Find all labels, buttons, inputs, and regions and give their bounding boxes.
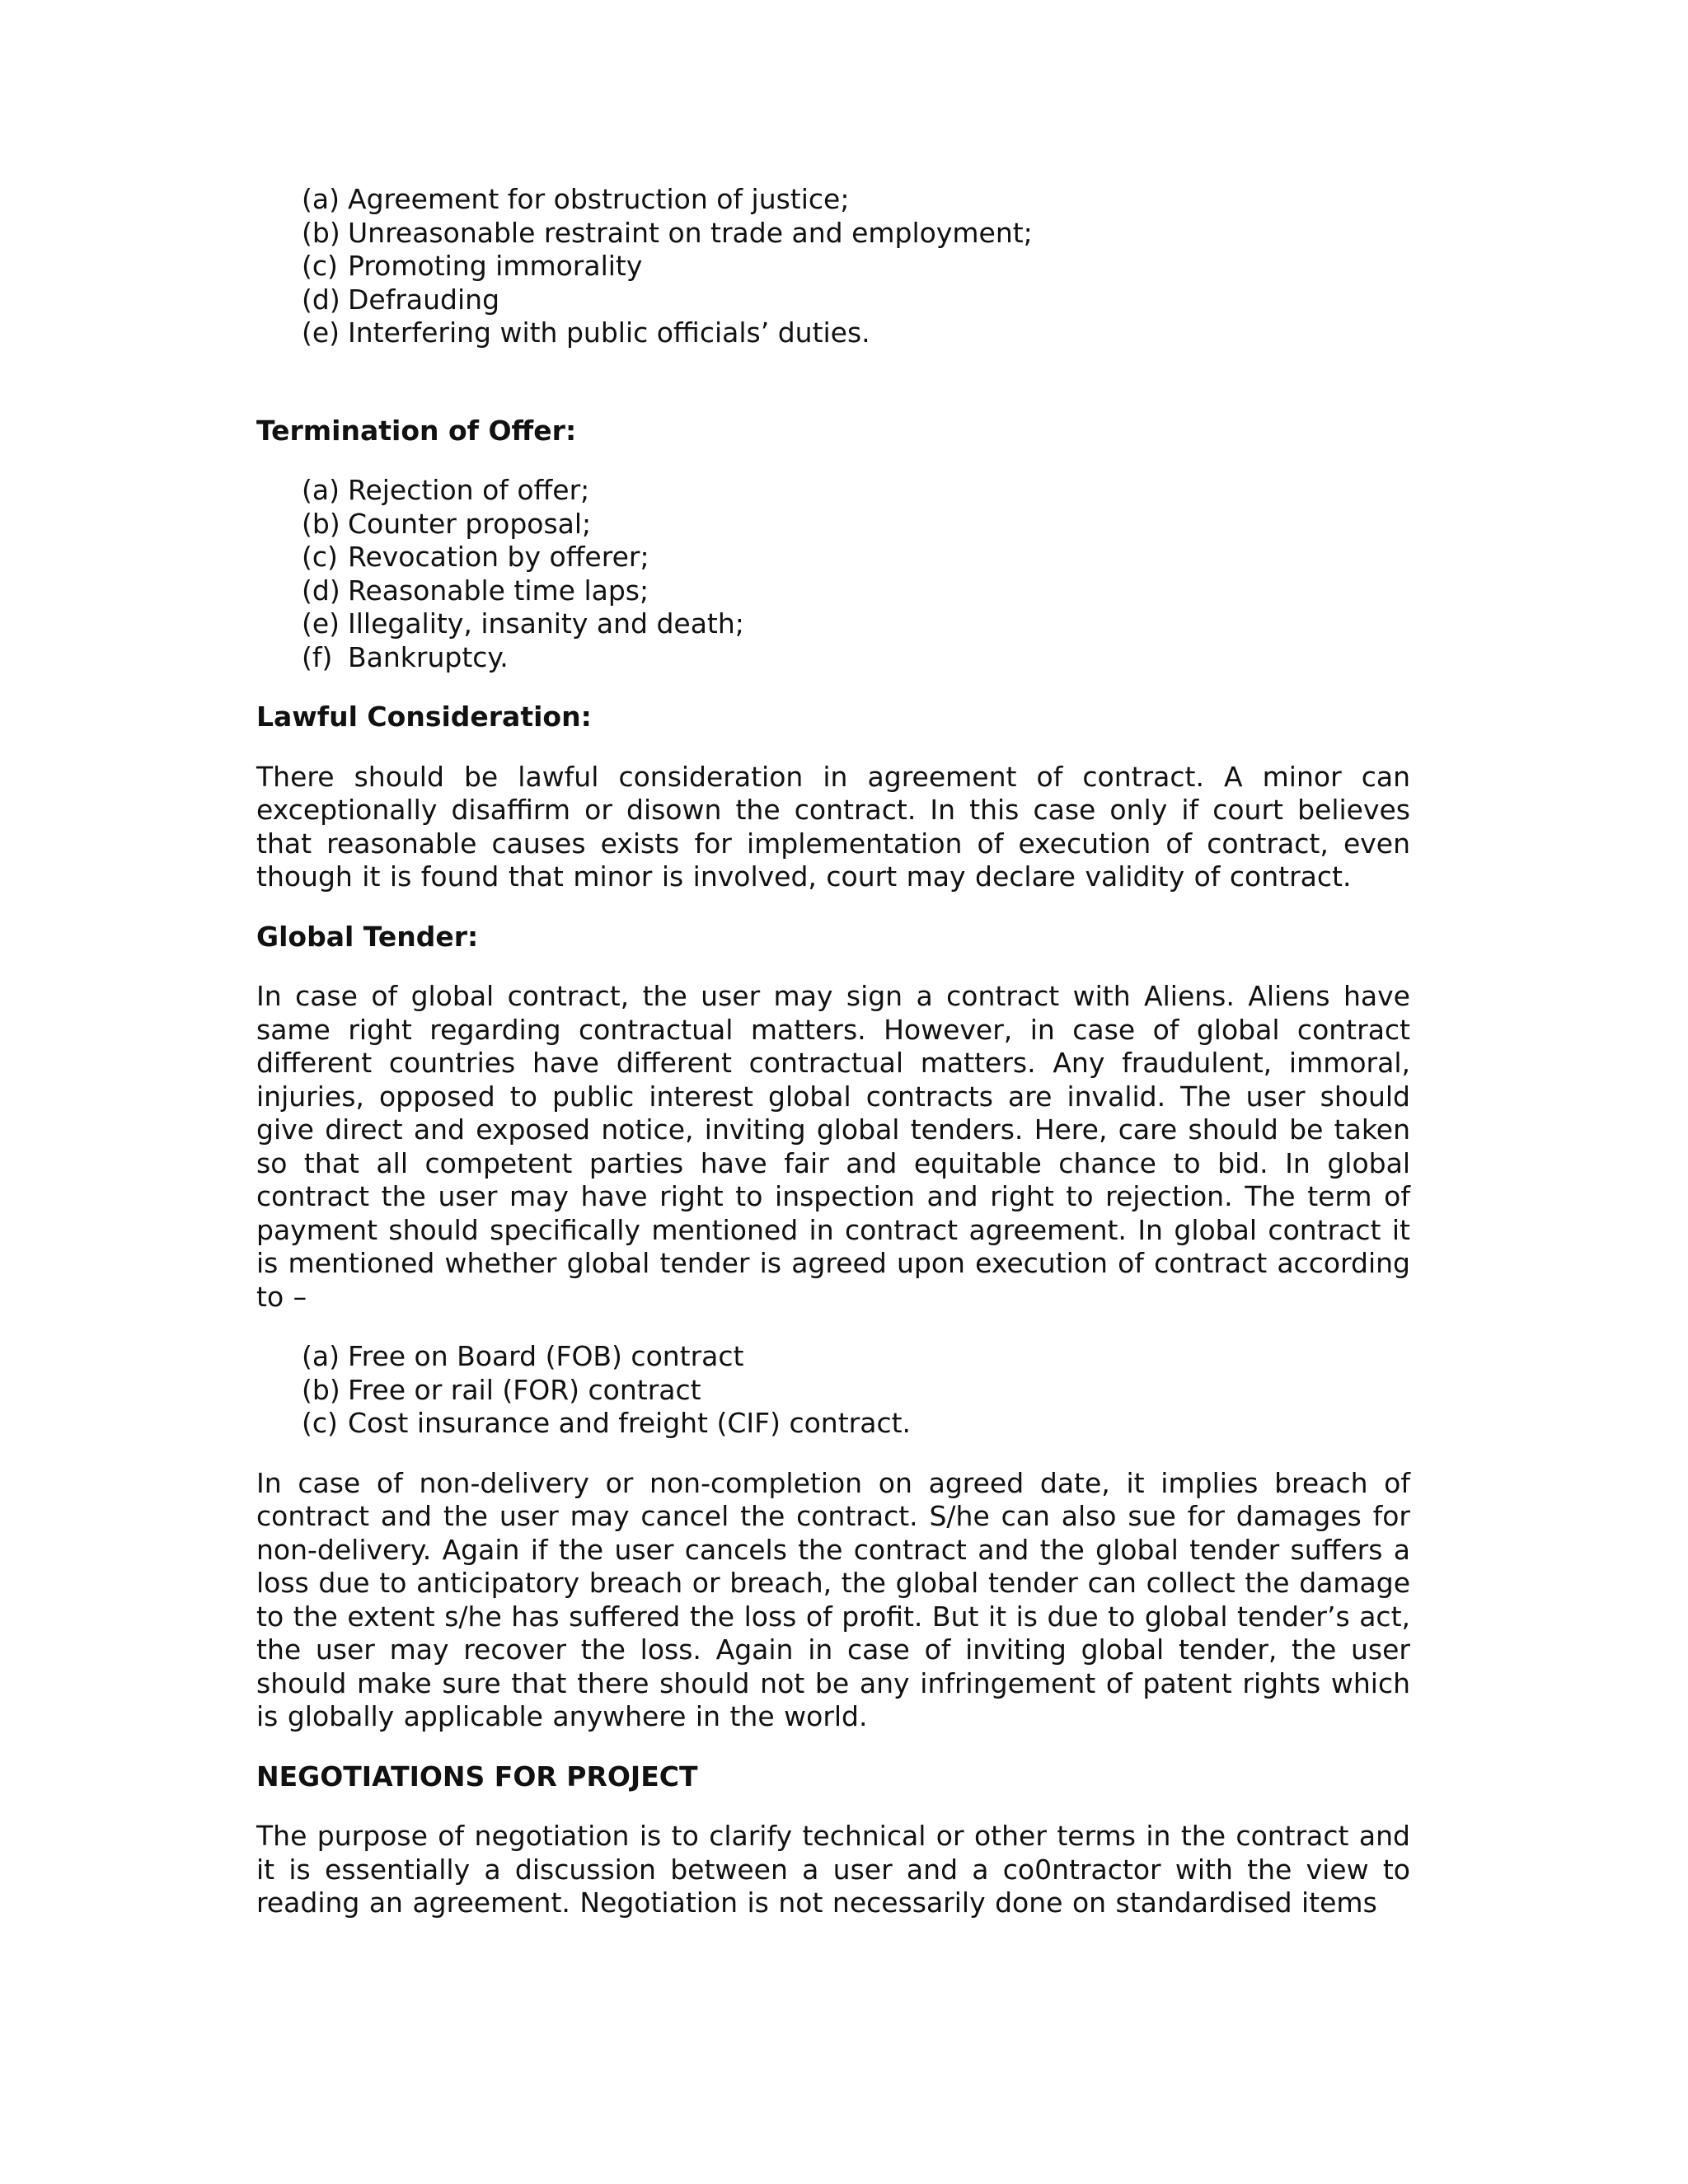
contract-types-list (256, 1340, 1410, 1441)
list-item (302, 316, 1410, 350)
list-item-text: Reasonable time laps; (348, 574, 649, 607)
list-item-text: Free on Board (FOB) contract (348, 1340, 744, 1372)
lawful-consideration-paragraph: There should be lawful consideration in agreement of contract. A minor can exceptionally disaffirm or disown the contract. In this case only if court believes that reasonable causes exists for implementation of execution of contract, even though it is found that minor is involved, court may declare validity of contract. (256, 760, 1410, 893)
list-item-text: Unreasonable restraint on trade and employment; (348, 216, 1033, 249)
list-item (302, 250, 1410, 284)
list-marker: (d) (302, 283, 340, 316)
list-marker: (a) (302, 1340, 340, 1372)
list-item-text: Cost insurance and freight (CIF) contract. (348, 1407, 912, 1439)
termination-list (256, 474, 1410, 674)
list-item (302, 508, 1410, 541)
lawful-consideration-heading: Lawful Consideration: (256, 701, 592, 733)
list-marker: (d) (302, 574, 340, 607)
list-item (302, 1374, 1410, 1408)
list-item-text: Revocation by offerer; (348, 541, 649, 573)
list-item-text: Promoting immorality (348, 250, 643, 282)
list-item (302, 1340, 1410, 1374)
negotiations-heading: NEGOTIATIONS FOR PROJECT (256, 1760, 698, 1793)
list-marker: (b) (302, 1373, 340, 1406)
list-item (302, 183, 1410, 217)
list-item (302, 541, 1410, 574)
list-marker: (f) (302, 640, 333, 673)
list-item-text: Illegality, insanity and death; (348, 607, 744, 640)
global-tender-paragraph: In case of global contract, the user may sign a contract with Aliens. Aliens have same right regarding contractual matters. However, in case of global contract different countries have different contractual matters. Any fraudulent, immoral, injuries, opposed to public interest global contracts are invalid. The user should give direct and exposed notice, inviting global tenders. Here, care should be taken so that all competent parties have fair and equitable chance to bid. In global contract the user may have right to inspection and right to rejection. The term of payment should specifically mentioned in contract agreement. In global contract it is mentioned whether global tender is agreed upon execution of contract according to – (256, 980, 1410, 1313)
negotiations-paragraph: The purpose of negotiation is to clarify technical or other terms in the contract and it is essentially a discussion between a user and a co0ntractor with the view to reading an agreement. Negotiation is not necessarily done on standardised items (256, 1820, 1410, 1919)
list-item (302, 607, 1410, 641)
list-item-text: Rejection of offer; (348, 474, 590, 506)
list-marker: (e) (302, 316, 340, 349)
list-marker: (a) (302, 474, 340, 506)
list-item (302, 641, 1410, 675)
list-item (302, 574, 1410, 608)
list-item (302, 217, 1410, 251)
list-marker: (c) (302, 250, 338, 282)
list-marker: (b) (302, 216, 340, 249)
list-marker: (c) (302, 541, 338, 573)
list-item-text: Counter proposal; (348, 507, 592, 540)
list-marker: (a) (302, 183, 340, 215)
list-item-text: Defrauding (348, 283, 500, 316)
non-delivery-paragraph: In case of non-delivery or non-completion on agreed date, it implies breach of contract and the user may cancel the contract. S/he can also sue for damages for non-delivery. Again if the user cancels the contract and the global tender suffers a loss due to anticipatory breach or breach, the global tender can collect the damage to the extent s/he has suffered the loss of profit. But it is due to global tender’s act, the user may recover the loss. Again in case of inviting global tender, the user should make sure that there should not be any infringement of patent rights which is globally applicable anywhere in the world. (256, 1466, 1410, 1732)
termination-heading: Termination of Offer: (256, 414, 577, 447)
list-marker: (c) (302, 1407, 338, 1439)
document-page (256, 183, 1410, 1920)
illegal-agreements-list (256, 183, 1410, 350)
list-item (302, 284, 1410, 317)
list-item-text: Agreement for obstruction of justice; (348, 183, 850, 215)
list-marker: (b) (302, 507, 340, 540)
list-item-text: Interfering with public officials’ duties. (348, 316, 870, 349)
list-marker: (e) (302, 607, 340, 640)
global-tender-heading: Global Tender: (256, 920, 479, 953)
list-item-text: Free or rail (FOR) contract (348, 1373, 701, 1406)
list-item (302, 474, 1410, 508)
list-item (302, 1407, 1410, 1441)
list-item-text: Bankruptcy. (348, 640, 509, 673)
